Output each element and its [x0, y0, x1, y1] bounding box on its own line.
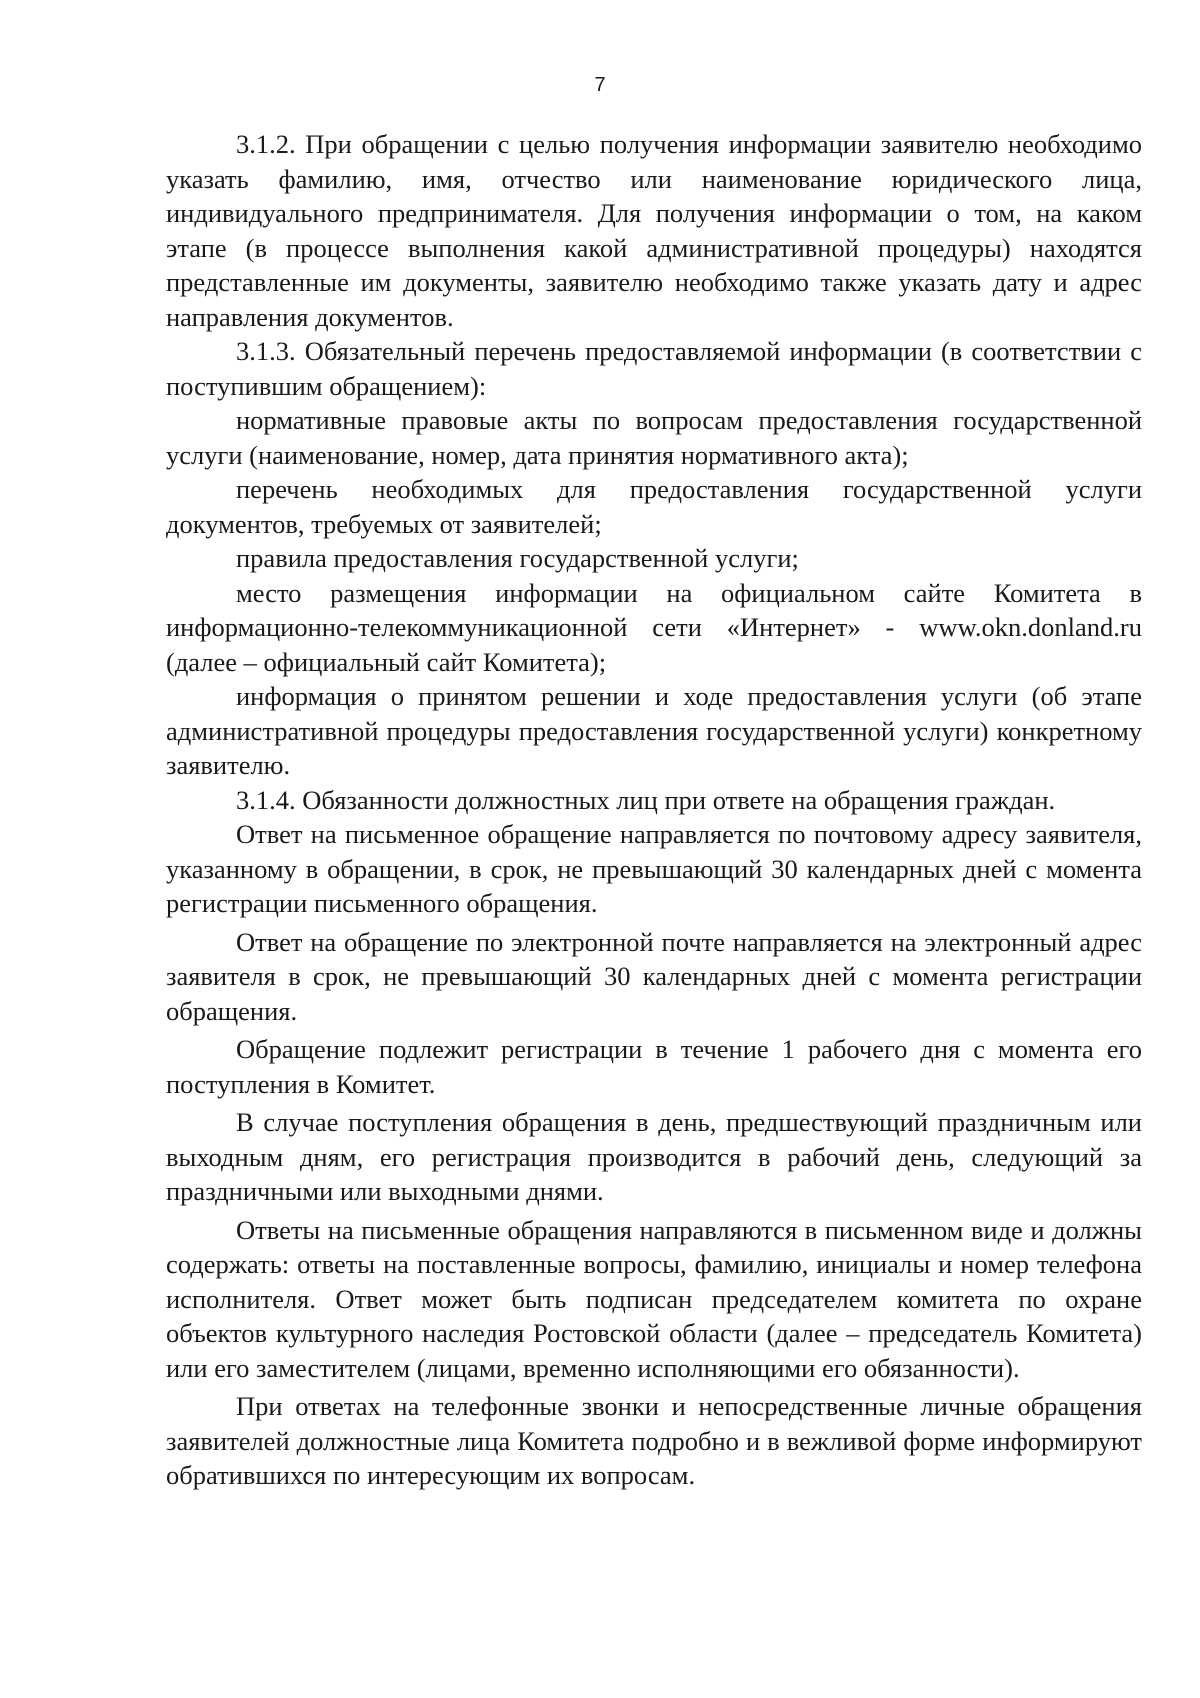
paragraph-3-1-3: 3.1.3. Обязательный перечень предоставляемой информации (в соответствии с поступившим обращением):: [166, 336, 1142, 401]
document-body: [166, 127, 1142, 1493]
list-item-website-location: место размещения информации на официальном сайте Комитета в информационно-телекоммуникационной сети «Интернет» - www.okn.donland.ru (далее – официальный сайт Комитета);: [166, 577, 1142, 677]
list-item-service-rules: правила предоставления государственной услуги;: [236, 543, 799, 573]
paragraph-email-reply: Ответ на обращение по электронной почте направляется на электронный адрес заявителя в срок, не превышающий 30 календарных дней с момента регистрации обращения.: [166, 926, 1142, 1026]
paragraph-reply-content: Ответы на письменные обращения направляются в письменном виде и должны содержать: ответы на поставленные вопросы, фамилию, инициалы и номер телефона исполнителя. Ответ может быть подписан председателем комитета по охране объектов культурного наследия Ростовской области (далее – председатель Комитета) или его заместителем (лицами, временно исполняющими его обязанности).: [166, 1214, 1142, 1383]
list-item-normative-acts: нормативные правовые акты по вопросам предоставления государственной услуги (наименование, номер, дата принятия нормативного акта);: [166, 405, 1142, 470]
list-item-decision-info: информация о принятом решении и ходе предоставления услуги (об этапе административной процедуры предоставления государственной услуги) конкретному заявителю.: [166, 681, 1142, 780]
paragraph-3-1-4: 3.1.4. Обязанности должностных лиц при ответе на обращения граждан.: [236, 784, 1056, 815]
paragraph-3-1-2: 3.1.2. При обращении с целью получения информации заявителю необходимо указать фамилию, имя, отчество или наименование юридического лица, индивидуального предпринимателя. Для получения информации о том, на каком этапе (в процессе выполнения какой административной процедуры) находятся представленные им документы, заявителю необходимо также указать дату и адрес направления документов.: [166, 129, 1142, 332]
paragraph-written-reply: Ответ на письменное обращение направляется по почтовому адресу заявителя, указанному в обращении, в срок, не превышающий 30 календарных дней с момента регистрации письменного обращения.: [166, 819, 1142, 918]
page-number: 7: [594, 74, 606, 96]
paragraph-phone-calls: При ответах на телефонные звонки и непосредственные личные обращения заявителей должностные лица Комитета подробно и в вежливой форме информируют обратившихся по интересующим их вопросам.: [166, 1391, 1142, 1490]
paragraph-registration: Обращение подлежит регистрации в течение 1 рабочего дня с момента его поступления в Комитет.: [166, 1034, 1142, 1099]
paragraph-holiday-registration: В случае поступления обращения в день, предшествующий праздничным или выходным дням, его регистрация производится в рабочий день, следующий за праздничными или выходными днями.: [166, 1107, 1142, 1206]
list-item-documents-list: перечень необходимых для предоставления государственной услуги документов, требуемых от заявителей;: [166, 474, 1142, 539]
